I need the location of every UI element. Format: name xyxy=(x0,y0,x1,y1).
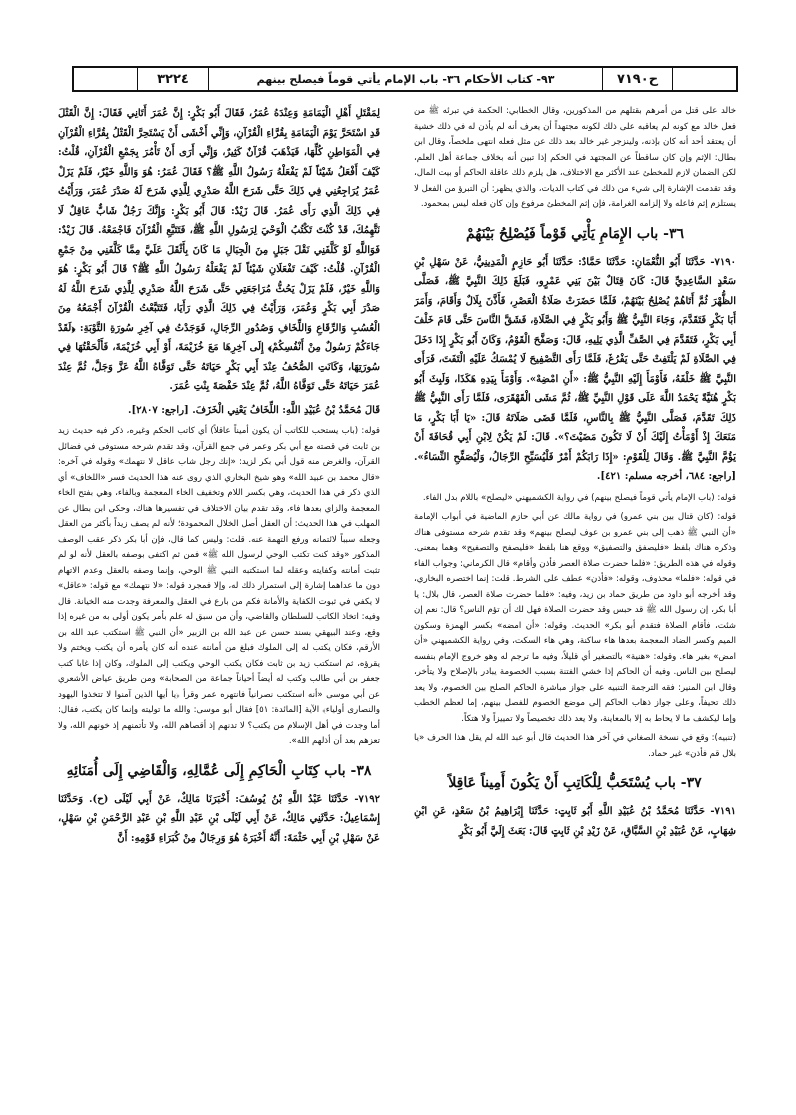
hadith-7191-start: ٧١٩١- حَدَّثَنَا مُحَمَّدُ بْنُ عُبَيْدِ اللَّهِ أَبُو ثَابِتٍ: حَدَّثَنَا إِبْرَاهِيمُ بْنُ سَعْدٍ، عَنِ ابْنِ شِهَابٍ، عَنْ عُبَيْدِ بْنِ السَّبَّاقِ، عَنْ زَيْدِ بْنِ ثَابِتٍ قَالَ: بَعَثَ إِلَيَّ أَبُو بَكْرٍ xyxy=(414,806,736,837)
hadith-7191-explanation: قَالَ مُحَمَّدُ بْنُ عُبَيْدِ اللَّهِ: اللِّخَافُ يَعْنِي الْخَزَفَ. [راجع: ٢٨٠٧]. xyxy=(128,404,380,416)
hadith-7191-continuation: لِمَقْتَلِ أَهْلِ الْيَمَامَةِ وَعِنْدَهُ عُمَرُ، فَقَالَ أَبُو بَكْرٍ: إِنَّ عُمَرَ أَتَانِي فَقَالَ: إِنَّ الْقَتْلَ قَدِ اسْتَحَرَّ يَوْمَ الْيَمَامَةِ بِقُرَّاءِ الْقُرْآنِ، وَإِنِّي أَخْشَى أَنْ يَسْتَحِرَّ الْقَتْلُ بِقُرَّاءِ الْقُرْآنِ فِي الْمَوَاطِنِ كُلِّهَا، فَيَذْهَبَ قُرْآنٌ كَثِيرٌ، وَإِنِّي أَرَى أَنْ تَأْمُرَ بِجَمْعِ الْقُرْآنِ، قُلْتُ: كَيْفَ أَفْعَلُ شَيْئاً لَمْ يَفْعَلْهُ رَسُولُ اللَّهِ ﷺ؟ فَقَالَ عُمَرُ: هُوَ وَاللَّهِ خَيْرٌ، فَلَمْ يَزَلْ عُمَرُ يُرَاجِعُنِي فِي ذَلِكَ حَتَّى شَرَحَ اللَّهُ صَدْرِي لِلَّذِي شَرَحَ لَهُ صَدْرَ عُمَرَ، وَرَأَيْتُ فِي ذَلِكَ الَّذِي رَأَى عُمَرُ. قَالَ زَيْدٌ: قَالَ أَبُو بَكْرٍ: وَإِنَّكَ رَجُلٌ شَابٌّ عَاقِلٌ لَا نَتَّهِمُكَ، قَدْ كُنْتَ تَكْتُبُ الْوَحْيَ لِرَسُولِ اللَّهِ ﷺ، فَتَتَبَّعِ الْقُرْآنَ فَاجْمَعْهُ. قَالَ زَيْدٌ: فَوَاللَّهِ لَوْ كَلَّفَنِي نَقْلَ جَبَلٍ مِنَ الْجِبَالِ مَا كَانَ بِأَثْقَلَ عَلَيَّ مِمَّا كَلَّفَنِي مِنْ جَمْعِ الْقُرْآنِ. قُلْتُ: كَيْفَ تَفْعَلَانِ شَيْئاً لَمْ يَفْعَلْهُ رَسُولُ اللَّهِ ﷺ؟ قَالَ أَبُو بَكْرٍ: هُوَ وَاللَّهِ خَيْرٌ، فَلَمْ يَزَلْ يَحُثُّ مُرَاجَعَتِي حَتَّى شَرَحَ اللَّهُ صَدْرِي لِلَّذِي شَرَحَ اللَّهُ لَهُ صَدْرَ أَبِي بَكْرٍ وَعُمَرَ، وَرَأَيْتُ فِي ذَلِكَ الَّذِي رَأَيَا، فَتَتَبَّعْتُ الْقُرْآنَ أَجْمَعُهُ مِنَ الْعُسُبِ وَالرِّقَاعِ وَاللِّخَافِ وَصُدُورِ الرِّجَالِ، فَوَجَدْتُ فِي آخِرِ سُورَةِ التَّوْبَةِ: ﴿لَقَدْ جَاءَكُمْ رَسُولٌ مِنْ أَنْفُسِكُمْ﴾ إِلَى آخِرِهَا مَعَ خُزَيْمَةَ، أَوْ أَبِي خُزَيْمَةَ، فَأَلْحَقْتُهَا فِي سُورَتِهَا، وَكَانَتِ الصُّحُفُ عِنْدَ أَبِي بَكْرٍ حَيَاتَهُ حَتَّى تَوَفَّاهُ اللَّهُ عَزَّ وَجَلَّ، ثُمَّ عِنْدَ عُمَرَ حَيَاتَهُ حَتَّى تَوَفَّاهُ اللَّهُ، ثُمَّ عِنْدَ حَفْصَةَ بِنْتِ عُمَرَ. xyxy=(58,108,380,392)
chapter-heading-38: ٣٨- باب كِتَابِ الْحَاكِمِ إِلَى عُمَّالِهِ، وَالْقَاضِي إِلَى أُمَنَائِهِ xyxy=(66,762,372,779)
commentary-paragraph: قوله: (باب يستحب للكاتب أن يكون أميناً عاقلاً) أي كاتب الحكم وغيره، ذكر فيه حديث زيد بن ثابت في قصته مع أبي بكر وعمر في جمع القرآن، وقد تقدم شرحه مستوفى في فضائل القرآن، والغرض منه قول أبي بكر لزيد: «إنك رجل شاب عاقل لا نتهمك» وقوله في آخره: «قال محمد بن عبيد الله» وهو شيخ البخاري الذي روى عنه هذا الحديث فسر «اللخاف» أي الذي ذكر في هذا الحديث، وهي بكسر اللام وتخفيف الخاء المعجمة وبالفاء، وهي بفتح الخاء المعجمة والزاي بعدها فاء، وقد تقدم بيان الاختلاف في تفسيرها هناك، وحكى ابن بطال عن المهلب في هذا الحديث: أن العقل أصل الخلال المحمودة؛ لأنه لم يصف زيداً بأكثر من العقل وجعله سبباً لائتمانه ورفع التهمة عنه. قلت: وليس كما قال، فإن أبا بكر ذكر عقب الوصف المذكور «وقد كنت تكتب الوحي لرسول الله ﷺ» فمن ثم اكتفى بوصفه بالعقل لأنه لو لم تثبت أمانته وكفايته وعقله لما استكتبه النبي ﷺ الوحي، وإنما وصفه بالعقل وعدم الاتهام دون ما عداهما إشارة إلى استمرار ذلك له، وإلا فمجرد قوله: «لا نتهمك» مع قوله: «عاقل» لا يكفي في ثبوت الكفاية والأمانة فكم من بارع في العقل والمعرفة وجدت منه الخيانة. قال وفيه: اتخاذ الكاتب للسلطان والقاضي، وأن من سبق له علم بأمر يكون أولى به من غيره إذا وقع، وعند البيهقي بسند حسن عن عبد الله بن الزبير «أن النبي ﷺ استكتب عبد الله بن الأرقم، فكان يكتب له إلى الملوك فبلغ من أمانته عنده أنه كان يأمره أن يكتب ويختم ولا يقرؤه، ثم استكتب زيد بن ثابت فكان يكتب الوحي ويكتب إلى الملوك، وكان إذا غابا كتب جعفر بن أبي طالب وكتب له أيضاً أحياناً جماعة من الصحابة» ومن طريق عياض الأشعري عن أبي موسى «أنه استكتب نصرانياً فانتهره عمر وقرأ ﴿يا أيها الذين آمنوا لا تتخذوا اليهود والنصارى أولياء﴾ الآية [المائدة: ٥١] فقال أبو موسى: والله ما توليته وإنما كان يكتب، فقال: أما وجدت في أهل الإسلام من يكتب؟ لا تدنهم إذ أقصاهم الله، ولا تأتمنهم إذ خونهم الله، ولا تعزهم بعد أن أذلهم الله». xyxy=(58,426,380,746)
hadith-7190: ٧١٩٠- حَدَّثَنَا أَبُو النُّعْمَانِ: حَدَّثَنَا حَمَّادٌ: حَدَّثَنَا أَبُو حَازِمٍ الْمَدِينِيُّ، عَنْ سَهْلِ بْنِ سَعْدٍ السَّاعِدِيِّ قَالَ: كَانَ قِتَالٌ بَيْنَ بَنِي عَمْرٍو، فَبَلَغَ ذَلِكَ النَّبِيَّ ﷺ، فَصَلَّى الظُّهْرَ ثُمَّ أَتَاهُمْ يُصْلِحُ بَيْنَهُمْ، فَلَمَّا حَضَرَتْ صَلَاةُ الْعَصْرِ، فَأَذَّنَ بِلَالٌ وَأَقَامَ، وَأَمَرَ أَبَا بَكْرٍ فَتَقَدَّمَ، وَجَاءَ النَّبِيُّ ﷺ وَأَبُو بَكْرٍ فِي الصَّلَاةِ، فَشَقَّ النَّاسَ حَتَّى قَامَ خَلْفَ أَبِي بَكْرٍ، فَتَقَدَّمَ فِي الصَّفِّ الَّذِي يَلِيهِ، قَالَ: وَصَفَّحَ الْقَوْمُ، وَكَانَ أَبُو بَكْرٍ إِذَا دَخَلَ فِي الصَّلَاةِ لَمْ يَلْتَفِتْ حَتَّى يَفْرُغَ، فَلَمَّا رَأَى التَّصْفِيحَ لَا يُمْسَكُ عَلَيْهِ الْتَفَتَ، فَرَأَى النَّبِيَّ ﷺ خَلْفَهُ، فَأَوْمَأَ إِلَيْهِ النَّبِيُّ ﷺ: «أَنِ امْضِهْ». وَأَوْمَأَ بِيَدِهِ هَكَذَا، وَلَبِثَ أَبُو بَكْرٍ هُنَيَّةً يَحْمَدُ اللَّهَ عَلَى قَوْلِ النَّبِيِّ ﷺ، ثُمَّ مَشَى الْقَهْقَرَى، فَلَمَّا رَأَى النَّبِيُّ ﷺ ذَلِكَ تَقَدَّمَ، فَصَلَّى النَّبِيُّ ﷺ بِالنَّاسِ، فَلَمَّا قَضَى صَلَاتَهُ قَالَ: «يَا أَبَا بَكْرٍ، مَا مَنَعَكَ إِذْ أَوْمَأْتُ إِلَيْكَ أَنْ لَا تَكُونَ مَضَيْتَ؟». قَالَ: لَمْ يَكُنْ لِابْنِ أَبِي قُحَافَةَ أَنْ يَؤُمَّ النَّبِيَّ ﷺ. وَقَالَ لِلْقَوْمِ: «إِذَا رَابَكُمْ أَمْرٌ فَلْيُسَبِّحِ الرِّجَالُ، وَلْيُصَفِّحِ النِّسَاءُ». [راجع: ٦٨٤، أخرجه مسلم: ٤٢١]. xyxy=(414,256,736,482)
right-column xyxy=(414,104,736,1104)
commentary-paragraph: قوله: (كان قتال بين بني عمرو) في رواية مالك عن أبي حازم الماضية في أبواب الإمامة «أن النبي ﷺ ذهب إلى بني عمرو بن عوف ليصلح بينهم» وقد تقدم شرحه مستوفى هناك وذكره هناك بلفظ «فليصفق والتصفيق» ووقع هنا بلفظ «فليصفح والتصفيح» وهما بمعنى. وقوله في هذه الطريق: «فلما حضرت صلاة العصر فأذن وأقام» قال الكرماني: وجواب الفاء في قوله: «فلما» محذوف، وقوله: «فأذن» عطف على الشرط. قلت: إنما اختصره البخاري، وقد أخرجه أبو داود من طريق حماد بن زيد، وفيه: «فلما حضرت صلاة العصر، قال بلال: يا أبا بكر، إن رسول الله ﷺ قد حبس وقد حضرت الصلاة فهل لك أن تؤم الناس؟ قال: نعم إن شئت، فأقام الصلاة فتقدم أبو بكر» الحديث. وقوله: «أن امضه» بكسر الهمزة وسكون الميم وكسر الضاد المعجمة بعدها هاء ساكنة، وهي هاء السكت، وفي رواية الكشميهني «أن امض» بغير هاء. وقوله: «هنية» بالتصغير أي قليلاً، وفيه ما ترجم له وهو خروج الإمام بنفسه ليصلح بين الناس. وفيه أن الحاكم إذا خشي الفتنة بسبب الخصومة يبادر بالإصلاح ولا يتأخر، وقال ابن المنير: فقه الترجمة التنبيه على جواز مباشرة الحاكم الصلح بين الخصوم، ولا يعد ذلك تحيفاً، وعلى جواز ذهاب الحاكم إلى موضع الخصوم للفصل بينهم، إما لعظم الخطب وإما ليكشف ما لا يحاط به إلا بالمعاينة، ولا يعد ذلك تخصيصاً ولا تمييزاً ولا هتكاً. xyxy=(414,512,736,724)
chapter-heading-37: ٣٧- باب يُسْتَحَبُّ لِلْكَاتِبِ أَنْ يَكُونَ أَمِيناً عَاقِلاً xyxy=(448,775,702,791)
left-column xyxy=(58,104,380,1104)
chapter-heading-36: ٣٦- باب الإِمَامِ يَأْتِي قَوْماً فَيُصْلِحُ بَيْنَهُمْ xyxy=(465,225,684,242)
page-header xyxy=(72,66,738,92)
header-empty-cell-right xyxy=(672,68,736,90)
header-hadith-number: ح٧١٩٠ xyxy=(602,68,672,90)
commentary-paragraph: قوله: (باب الإمام يأتي قوماً فيصلح بينهم) في رواية الكشميهني «ليصلح» باللام بدل الفاء. xyxy=(422,492,736,503)
commentary-paragraph: خالد على قتل من أمرهم بقتلهم من المذكورين، وقال الخطابي: الحكمة في تبرئه ﷺ من فعل خالد مع كونه لم يعاقبه على ذلك لكونه مجتهداً أن يعرف أنه لم يأذن له في ذلك خشية أن يعتقد أحد أنه كان بإذنه، ولينزجر غير خالد بعد ذلك عن مثل فعله انتهى ملخصاً، وقال ابن بطال: الإثم وإن كان ساقطاً عن المجتهد في الحكم إذا تبين أنه بخلاف جماعة أهل العلم، لكن الضمان لازم للمخطئ عند الأكثر مع الاختلاف، هل يلزم ذلك عاقلة الحاكم أو بيت المال، وقد تقدمت الإشارة إلى شيء من ذلك في كتاب الديات، والذي يظهر: أن التبرؤ من الفعل لا يستلزم إثم فاعله ولا إلزامه الغرامة، فإن إثم المخطئ مرفوع وإن كان فعله ليس بمحمود. xyxy=(414,106,736,209)
header-title: ٩٣- كتاب الأحكام ٣٦- باب الإمام يأتي قوماً فيصلح بينهم xyxy=(208,68,602,90)
note-paragraph: (تنبيه): وقع في نسخة الصغاني في آخر هذا الحديث قال أبو عبد الله لم يقل هذا الحرف «يا بلال قم فأذن» غير حماد. xyxy=(414,733,736,759)
header-page-number: ٣٢٢٤ xyxy=(157,71,189,87)
header-empty-cell-left xyxy=(74,68,138,90)
hadith-7192: ٧١٩٢- حَدَّثَنَا عَبْدُ اللَّهِ بْنُ يُوسُفَ: أَخْبَرَنَا مَالِكٌ، عَنْ أَبِي لَيْلَى (ح). وَحَدَّثَنَا إِسْمَاعِيلُ: حَدَّثَنِي مَالِكٌ، عَنْ أَبِي لَيْلَى بْنِ عَبْدِ اللَّهِ بْنِ عَبْدِ الرَّحْمَنِ بْنِ سَهْلٍ، عَنْ سَهْلِ بْنِ أَبِي حَثْمَةَ: أَنَّهُ أَخْبَرَهُ هُوَ وَرِجَالٌ مِنْ كُبَرَاءِ قَوْمِهِ: أَنَّ xyxy=(58,793,380,844)
